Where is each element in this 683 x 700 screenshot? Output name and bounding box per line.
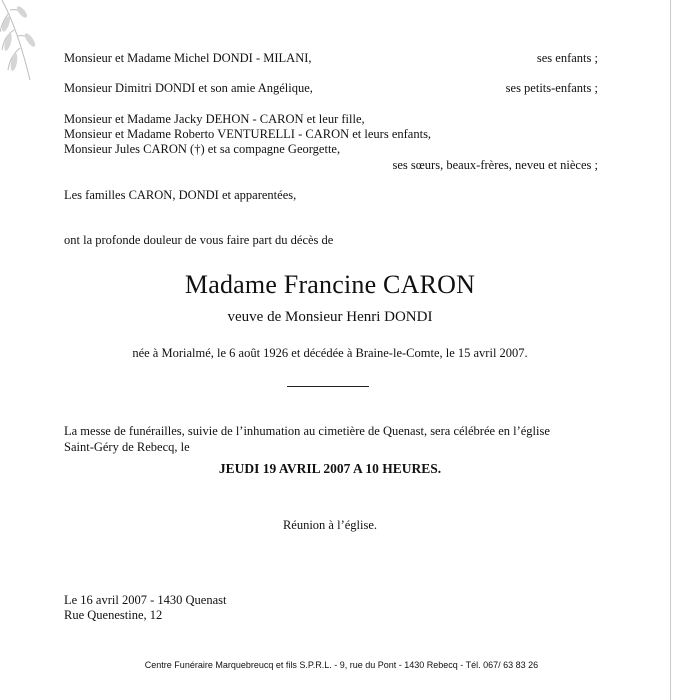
ceremony-line-1: La messe de funérailles, suivie de l’inhumation au cimetière de Quenast, sera célébrée en l’église	[64, 424, 550, 438]
deceased-name: Madame Francine CARON	[184, 270, 476, 299]
family-line-4: Les familles CARON, DONDI et apparentées,	[64, 188, 297, 202]
address-line-1: Le 16 avril 2007 - 1430 Quenast	[64, 593, 227, 607]
ceremony-date: JEUDI 19 AVRIL 2007 A 10 HEURES.	[218, 461, 442, 476]
meeting-place: Réunion à l’église.	[282, 518, 378, 532]
family-line-2-name: Monsieur Dimitri DONDI et son amie Angélique,	[64, 81, 313, 95]
funeral-home-footer: Centre Funéraire Marquebreucq et fils S.P.R.L. - 9, rue du Pont - 1430 Rebecq - Tél. 067/ 63 83 26	[144, 660, 539, 670]
address-line-2: Rue Quenestine, 12	[64, 608, 163, 622]
birth-death-line: née à Morialmé, le 6 août 1926 et décédée à Braine-le-Comte, le 15 avril 2007.	[132, 346, 528, 360]
page-edge-line	[670, 0, 671, 700]
family-line-2-role: ses petits-enfants ;	[505, 81, 598, 95]
widow-of-line: veuve de Monsieur Henri DONDI	[227, 309, 433, 325]
family-line-3a: Monsieur et Madame Jacky DEHON - CARON et leur fille,	[64, 112, 365, 126]
family-line-1-name: Monsieur et Madame Michel DONDI - MILANI,	[64, 51, 312, 65]
announcement-text: ont la profonde douleur de vous faire part du décès de	[64, 233, 334, 247]
family-line-1-role: ses enfants ;	[536, 51, 598, 65]
ceremony-line-2: Saint-Géry de Rebecq, le	[64, 440, 190, 454]
family-line-3c: Monsieur Jules CARON (†) et sa compagne Georgette,	[64, 142, 341, 156]
separator-line	[287, 386, 369, 387]
family-line-3-role: ses sœurs, beaux-frères, neveu et nièces ;	[392, 158, 598, 172]
family-line-3b: Monsieur et Madame Roberto VENTURELLI - CARON et leurs enfants,	[64, 127, 432, 141]
branch-ornament	[0, 0, 60, 90]
